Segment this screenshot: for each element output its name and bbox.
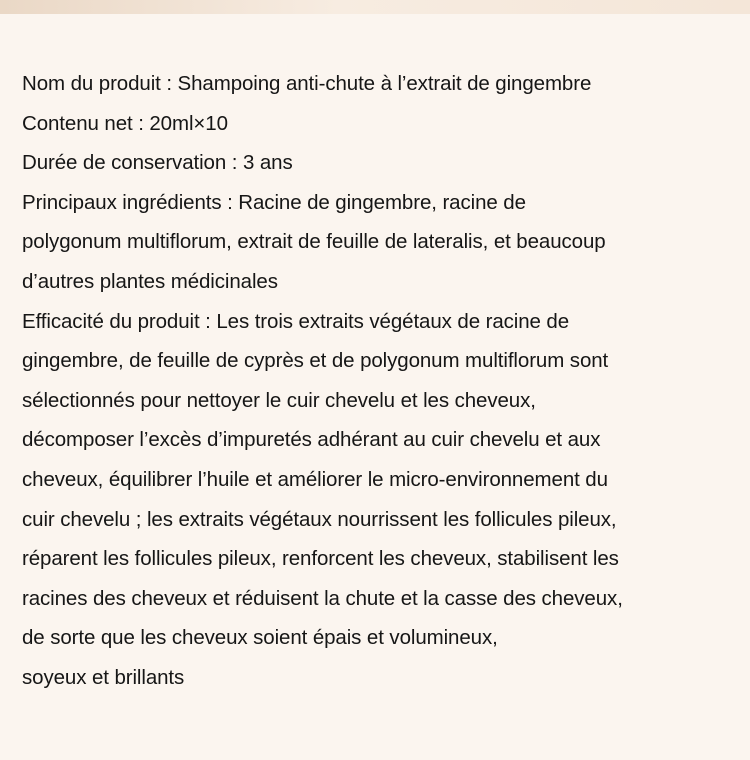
efficacy-line: cheveux, équilibrer l’huile et améliorer le micro-environnement du <box>22 467 608 491</box>
net-content-line: Contenu net : 20ml×10 <box>22 111 228 135</box>
efficacy-line: gingembre, de feuille de cyprès et de polygonum multiflorum sont <box>22 349 609 373</box>
efficacy-line: cuir chevelu ; les extraits végétaux nourrissent les follicules pileux, <box>22 507 617 531</box>
product-description <box>22 64 744 698</box>
top-decorative-band <box>0 0 750 14</box>
shelf-life-line: Durée de conservation : 3 ans <box>22 151 293 175</box>
ingredients-line: d’autres plantes médicinales <box>22 269 278 293</box>
efficacy-line: réparent les follicules pileux, renforcent les cheveux, stabilisent les <box>22 547 619 571</box>
efficacy-line: décomposer l’excès d’impuretés adhérant au cuir chevelu et aux <box>22 428 601 452</box>
efficacy-line: Efficacité du produit : Les trois extraits végétaux de racine de <box>22 309 570 333</box>
efficacy-line: racines des cheveux et réduisent la chute et la casse des cheveux, <box>22 586 623 610</box>
efficacy-line: sélectionnés pour nettoyer le cuir chevelu et les cheveux, <box>22 388 536 412</box>
efficacy-line: de sorte que les cheveux soient épais et volumineux, <box>22 626 498 650</box>
product-name-line: Nom du produit : Shampoing anti-chute à l’extrait de gingembre <box>22 72 592 95</box>
ingredients-line: Principaux ingrédients : Racine de gingembre, racine de <box>22 190 526 214</box>
efficacy-line: soyeux et brillants <box>22 665 185 689</box>
ingredients-line: polygonum multiflorum, extrait de feuille de lateralis, et beaucoup <box>22 230 606 254</box>
